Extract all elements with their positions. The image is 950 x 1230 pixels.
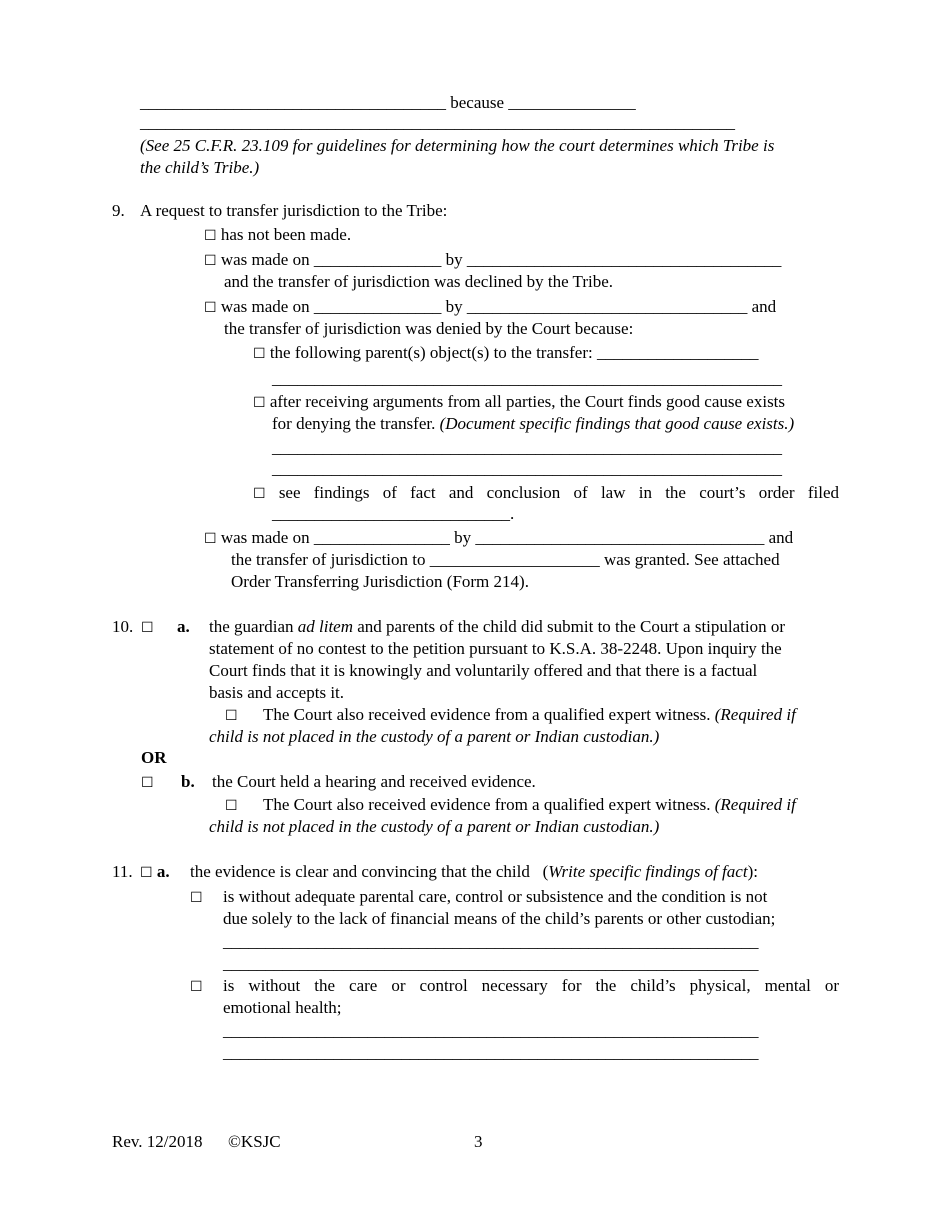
footer-copyright: ©KSJC <box>228 1132 281 1151</box>
item-9-opt4-line3: Order Transferring Jurisdiction (Form 214). <box>231 572 529 591</box>
top-blank-line-1[interactable]: ____________________________________ because _______________ <box>140 93 636 112</box>
item-9-opt2-line1[interactable]: was made on _______________ by _____________________________________ <box>220 250 782 269</box>
item-10a-label: a. <box>177 617 190 636</box>
item-10b-expert-text: The Court also received evidence from a qualified expert witness. <box>263 795 711 814</box>
checkbox-not-made[interactable]: ☐ <box>204 228 217 244</box>
checkbox-11a[interactable]: ☐ <box>140 865 153 881</box>
checkbox-see-findings[interactable]: ☐ <box>253 486 266 502</box>
item-11a-close: ): <box>747 862 758 881</box>
item-10a-expert-text: The Court also received evidence from a qualified expert witness. <box>263 705 711 724</box>
item-9-opt2-line2: and the transfer of jurisdiction was declined by the Tribe. <box>224 272 614 291</box>
checkbox-granted[interactable]: ☐ <box>204 531 217 547</box>
checkbox-denied-by-court[interactable]: ☐ <box>204 300 217 316</box>
item-11a-opt2-line1: is without the care or control necessary for the child’s physical, mental or <box>223 976 839 995</box>
item-11a-label: a. <box>156 862 170 881</box>
item-9-number: 9. <box>112 201 125 220</box>
item-10a-line1-post: and parents of the child did submit to the Court a stipulation or <box>357 617 786 636</box>
item-10b-label: b. <box>181 772 195 791</box>
item-9-sub2-line4[interactable]: ____________________________________________________________ <box>272 459 782 478</box>
item-9-opt4-line2a[interactable]: the transfer of jurisdiction to ____________________ <box>231 550 600 569</box>
checkbox-10b[interactable]: ☐ <box>141 775 154 791</box>
item-10a-line1-pre: the guardian <box>209 617 294 636</box>
item-11-number: 11. <box>112 862 133 881</box>
item-9-intro: A request to transfer jurisdiction to the Tribe: <box>140 201 448 220</box>
or-separator: OR <box>141 748 167 767</box>
item-10a-line3: Court finds that it is knowingly and voluntarily offered and that there is a factual <box>209 661 758 680</box>
item-11a-opt2-line2: emotional health; <box>223 998 342 1017</box>
item-9-sub1-line2[interactable]: ____________________________________________________________ <box>272 369 782 388</box>
item-11a-opt2-line3[interactable]: _______________________________________________________________ <box>223 1021 759 1040</box>
checkbox-good-cause[interactable]: ☐ <box>253 395 266 411</box>
checkbox-10b-expert[interactable]: ☐ <box>225 798 238 814</box>
item-11a-opt2-line4[interactable]: _______________________________________________________________ <box>223 1043 759 1062</box>
item-11a-findings-note: Write specific findings of fact <box>548 862 748 881</box>
tribe-guideline-note-2: the child’s Tribe.) <box>140 158 260 177</box>
item-10a-line4: basis and accepts it. <box>209 683 345 702</box>
item-10-number: 10. <box>112 617 134 636</box>
checkbox-11a-opt2[interactable]: ☐ <box>190 979 203 995</box>
item-9-opt4-line2b: was granted. See attached <box>604 550 780 569</box>
item-11a-opt1-line4[interactable]: _______________________________________________________________ <box>223 954 759 973</box>
item-11a-paren-open: ( <box>542 862 549 881</box>
item-10a-line2: statement of no contest to the petition pursuant to K.S.A. 38-2248. Upon inquiry the <box>209 639 782 658</box>
item-11a-text: the evidence is clear and convincing that the child <box>190 862 530 881</box>
item-10a-required-2: child is not placed in the custody of a parent or Indian custodian.) <box>209 727 660 746</box>
item-9-sub3-line1: see findings of fact and conclusion of law in the court’s order filed <box>278 483 839 502</box>
item-9-sub2-document-note: (Document specific findings that good cause exists.) <box>439 414 795 433</box>
item-9-sub1-line1[interactable]: the following parent(s) object(s) to the transfer: ___________________ <box>269 343 759 362</box>
tribe-guideline-note-1: (See 25 C.F.R. 23.109 for guidelines for determining how the court determines which Tribe is <box>140 136 775 155</box>
checkbox-10a-expert[interactable]: ☐ <box>225 708 238 724</box>
checkbox-10a[interactable]: ☐ <box>141 620 154 636</box>
item-9-sub2-line1: after receiving arguments from all parties, the Court finds good cause exists <box>269 392 786 411</box>
item-10b-required-1: (Required if <box>714 795 796 814</box>
item-9-opt3-line2: the transfer of jurisdiction was denied by the Court because: <box>224 319 634 338</box>
item-9-sub3-line2[interactable]: ____________________________. <box>272 504 515 523</box>
item-10b-text: the Court held a hearing and received evidence. <box>212 772 536 791</box>
checkbox-parent-objection[interactable]: ☐ <box>253 346 266 362</box>
item-9-opt4-line1[interactable]: was made on ________________ by __________________________________ and <box>220 528 794 547</box>
top-blank-line-2[interactable]: ______________________________________________________________________ <box>140 113 735 132</box>
item-9-sub2-line3[interactable]: ____________________________________________________________ <box>272 438 782 457</box>
item-9-opt1: has not been made. <box>220 225 352 244</box>
item-9-sub2-line2: for denying the transfer. <box>272 414 436 433</box>
footer-revision: Rev. 12/2018 <box>112 1132 203 1151</box>
item-10a-ad-litem: ad litem <box>297 617 353 636</box>
item-11a-opt1-line2: due solely to the lack of financial means of the child’s parents or other custodian; <box>223 909 776 928</box>
footer-page-number: 3 <box>474 1132 483 1151</box>
checkbox-declined-by-tribe[interactable]: ☐ <box>204 253 217 269</box>
checkbox-11a-opt1[interactable]: ☐ <box>190 890 203 906</box>
item-11a-opt1-line1: is without adequate parental care, control or subsistence and the condition is not <box>223 887 768 906</box>
item-10a-required-1: (Required if <box>714 705 796 724</box>
item-10b-required-2: child is not placed in the custody of a parent or Indian custodian.) <box>209 817 660 836</box>
item-11a-opt1-line3[interactable]: _______________________________________________________________ <box>223 932 759 951</box>
item-9-opt3-line1[interactable]: was made on _______________ by _________________________________ and <box>220 297 777 316</box>
